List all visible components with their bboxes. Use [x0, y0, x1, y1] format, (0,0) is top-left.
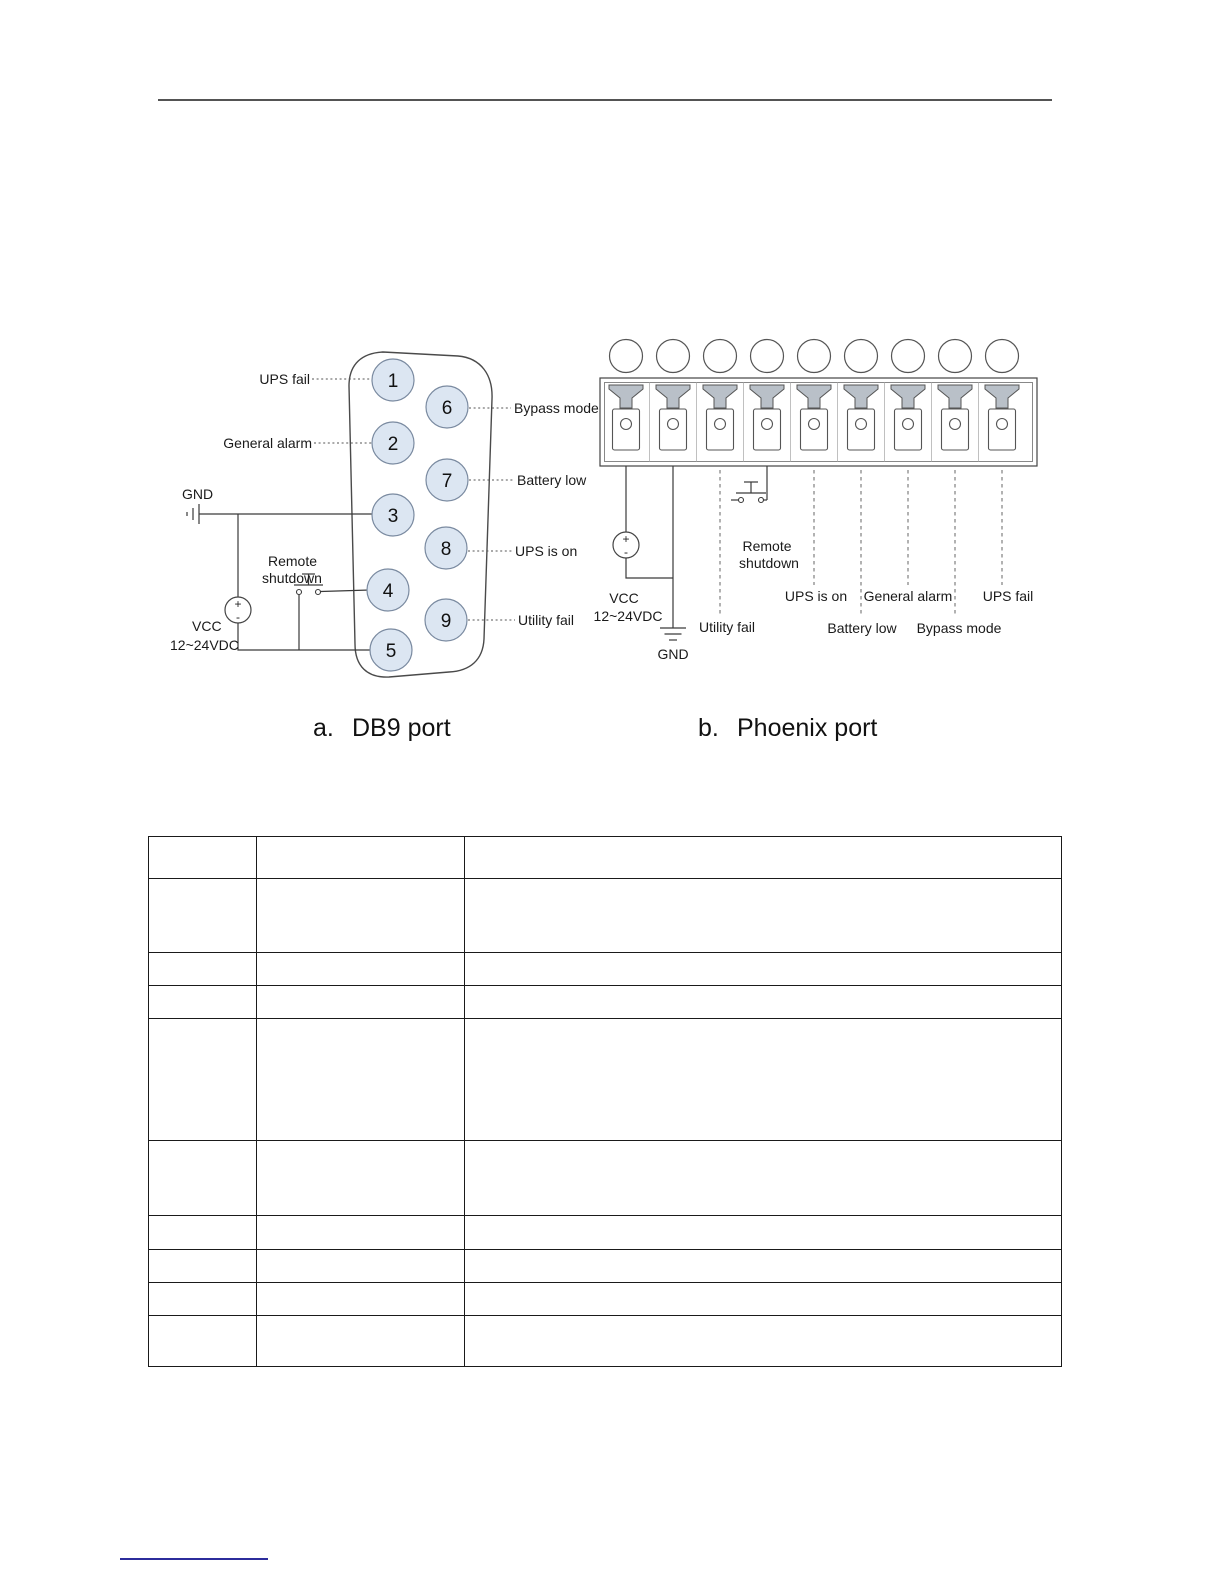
db9-diagram: [170, 352, 599, 677]
svg-text:2: 2: [387, 434, 399, 455]
svg-text:9: 9: [440, 611, 452, 632]
table-cell: [465, 1019, 1062, 1141]
svg-text:1: 1: [387, 371, 399, 392]
footer-rule: [120, 1558, 268, 1560]
table-cell: [465, 953, 1062, 986]
svg-text:7: 7: [441, 471, 453, 492]
db9-pin-8: [425, 527, 467, 569]
table-cell: [465, 1141, 1062, 1216]
phx-label-remote-1: Remote: [742, 538, 792, 554]
phx-label-vcc-1: VCC: [609, 590, 639, 606]
signal-table: [148, 836, 1062, 1367]
table-cell: [149, 1216, 257, 1250]
phx-label-utility-fail: Utility fail: [698, 619, 756, 635]
table-cell: [257, 1316, 465, 1367]
table-cell: [257, 1250, 465, 1283]
voltage-source: [225, 597, 251, 624]
table-cell: [257, 953, 465, 986]
svg-text:4: 4: [382, 581, 394, 602]
db9-pin-6: [426, 386, 468, 428]
table-cell: [149, 837, 257, 879]
table-cell: [465, 879, 1062, 953]
table-cell: [257, 1019, 465, 1141]
phx-label-vcc-2: 12~24VDC: [593, 608, 663, 624]
db9-label-vcc-1: VCC: [192, 618, 222, 634]
table-cell: [465, 1283, 1062, 1316]
db9-label-general-alarm: General alarm: [223, 435, 312, 451]
table-row: [149, 1216, 1062, 1250]
svg-text:8: 8: [440, 539, 452, 560]
table-cell: [257, 1216, 465, 1250]
connector-figure: [0, 0, 1224, 790]
svg-text:3: 3: [387, 506, 399, 527]
db9-pin-1: [372, 359, 414, 401]
db9-label-gnd: GND: [182, 486, 214, 502]
source-plus: +: [234, 597, 242, 611]
phx-source-return-wire: [626, 558, 673, 578]
table-cell: [149, 1283, 257, 1316]
db9-pin-4: [367, 569, 409, 611]
table-cell: [149, 879, 257, 953]
table-cell: [257, 986, 465, 1019]
table-cell: [149, 1316, 257, 1367]
db9-pin-2: [372, 422, 414, 464]
table-cell: [149, 953, 257, 986]
caption-phoenix-letter: b.: [698, 714, 719, 742]
table-cell: [257, 837, 465, 879]
table-row: [149, 1141, 1062, 1216]
phx-source-minus: -: [624, 545, 628, 559]
db9-label-vcc-2: 12~24VDC: [170, 637, 239, 653]
table-cell: [465, 1250, 1062, 1283]
table-row: [149, 1019, 1062, 1141]
phx-label-ups-is-on: UPS is on: [784, 588, 848, 604]
db9-label-remote-2: shutdown: [262, 570, 322, 586]
table-cell: [257, 1141, 465, 1216]
svg-text:6: 6: [441, 398, 453, 419]
phx-source-plus: +: [622, 532, 630, 546]
table-cell: [149, 1019, 257, 1141]
db9-label-ups-is-on: UPS is on: [515, 543, 578, 559]
table-row: [149, 1316, 1062, 1367]
db9-pin-7: [426, 459, 468, 501]
phx-ground-symbol: [660, 628, 686, 640]
phx-label-ups-fail: UPS fail: [982, 588, 1034, 604]
table-cell: [257, 1283, 465, 1316]
table-cell: [465, 986, 1062, 1019]
phx-label-remote-2: shutdown: [739, 555, 799, 571]
phx-label-bypass-mode: Bypass mode: [916, 620, 1002, 636]
vcc-wire: [238, 623, 374, 650]
db9-label-remote-1: Remote: [268, 553, 318, 569]
table-cell: [465, 1316, 1062, 1367]
db9-pin-5: [370, 629, 412, 671]
phx-label-general-alarm: General alarm: [863, 588, 953, 604]
table-cell: [149, 986, 257, 1019]
phoenix-diagram: [594, 340, 1037, 663]
table-row: [149, 953, 1062, 986]
table-cell: [257, 879, 465, 953]
table-cell: [465, 1216, 1062, 1250]
table-row: [149, 1250, 1062, 1283]
caption-db9-title: DB9 port: [352, 714, 451, 742]
table-row: [149, 879, 1062, 953]
caption-db9-letter: a.: [313, 714, 334, 742]
db9-label-ups-fail: UPS fail: [259, 371, 310, 387]
db9-label-battery-low: Battery low: [517, 472, 587, 488]
table-cell: [149, 1141, 257, 1216]
phx-label-battery-low: Battery low: [827, 620, 897, 636]
table-cell: [465, 837, 1062, 879]
table-row: [149, 837, 1062, 879]
phx-remote-shutdown-switch: [731, 482, 767, 503]
ground-symbol: [187, 504, 199, 524]
table-row: [149, 1283, 1062, 1316]
svg-text:5: 5: [385, 641, 397, 662]
phx-voltage-source: [613, 532, 639, 559]
db9-pin-3: [372, 494, 414, 536]
table-cell: [149, 1250, 257, 1283]
phx-label-gnd: GND: [657, 646, 689, 662]
db9-pin-9: [425, 599, 467, 641]
caption-phoenix-title: Phoenix port: [737, 714, 878, 742]
db9-label-utility-fail: Utility fail: [518, 612, 575, 628]
table-row: [149, 986, 1062, 1019]
source-minus: -: [236, 610, 240, 624]
db9-label-bypass-mode: Bypass mode: [514, 400, 599, 416]
